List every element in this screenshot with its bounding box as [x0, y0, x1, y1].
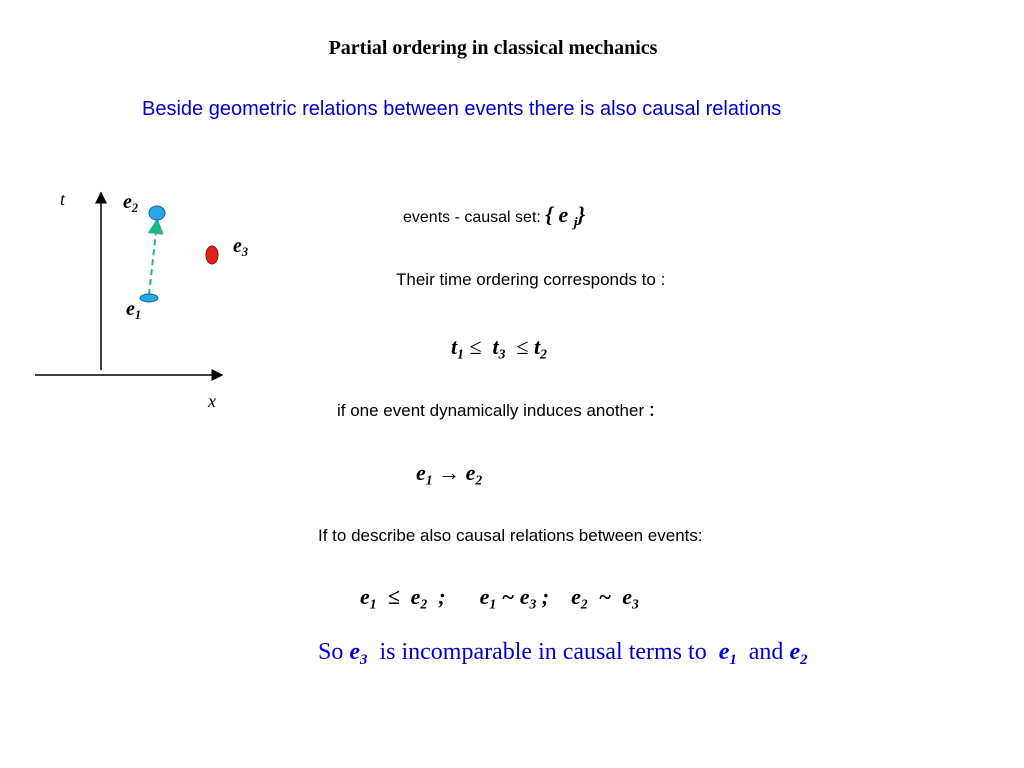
event-e1-label: $e_1$ [126, 298, 142, 322]
slide-title: Partial ordering in classical mechanics [328, 37, 658, 59]
causal-set-notation: { e $_j$} [545, 202, 586, 230]
t-axis-label: t [60, 189, 66, 209]
spacetime-diagram [30, 185, 270, 415]
induce-formula: $e_1 \to e_2$ [416, 460, 483, 488]
causal-set-label: events - causal set: [403, 209, 541, 226]
conclusion-line: So $e_3$ is incomparable in causal terms to $e_1$ and $e_2$ [318, 639, 808, 668]
spacetime-axes [30, 185, 270, 415]
event-e1-dot [140, 294, 158, 302]
causal-set-line [403, 202, 585, 228]
event-e2-label: $e_2$ [123, 191, 139, 215]
causal-relations-formula: $e_1 \le e_2$ ; $e_1$ ~ $e_3$ ; $e_2$ ~ $e_3$ [360, 584, 639, 612]
slide-subtitle: Beside geometric relations between events there is also causal relations [142, 98, 782, 120]
event-e3-dot [206, 246, 218, 264]
x-axis-label: x [208, 391, 216, 411]
time-ordering-intro: Their time ordering corresponds to : [396, 270, 666, 289]
event-e3-label: $e_3$ [233, 235, 249, 259]
causal-intro: If to describe also causal relations between events: [318, 526, 703, 545]
induce-line: if one event dynamically induces another : [337, 396, 655, 421]
event-e2-dot [149, 206, 165, 220]
causal-arrow [149, 222, 157, 295]
time-ordering-formula: $t_1 \le t_3 \le t_2$ [451, 334, 547, 362]
